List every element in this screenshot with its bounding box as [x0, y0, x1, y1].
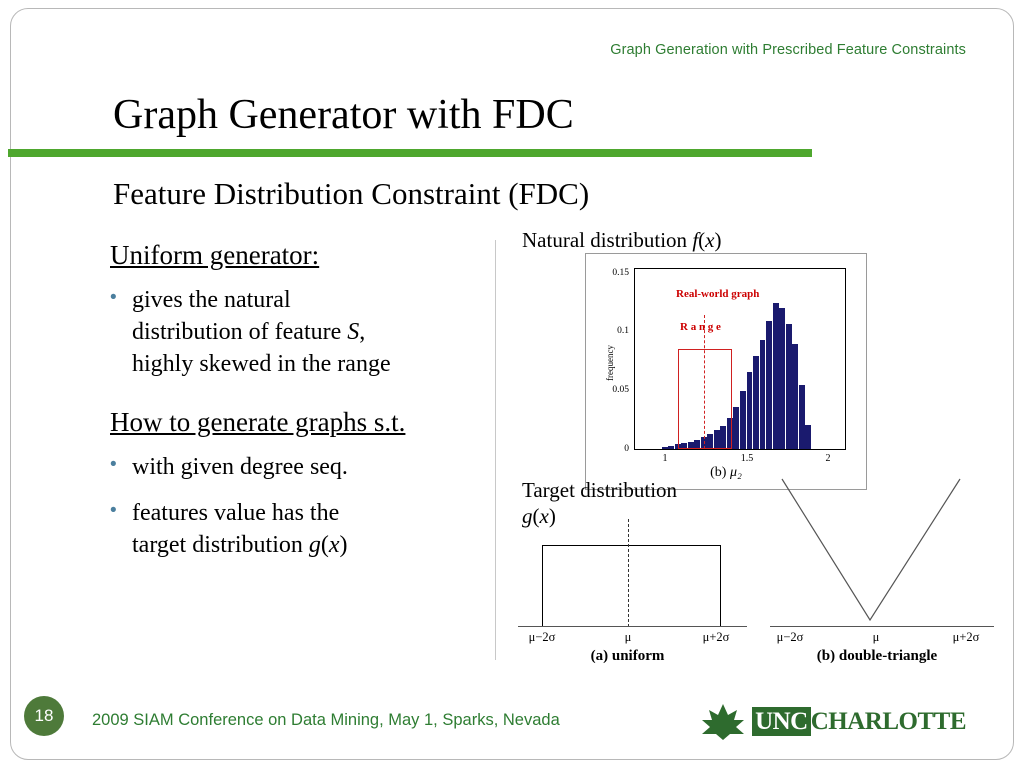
x-tick-0: 1 — [662, 453, 668, 464]
histogram-bar — [799, 385, 805, 449]
bullet-text: with given degree seq. — [132, 453, 348, 480]
bullet-text-line1: features value has the — [132, 499, 340, 526]
bullet-marker: • — [110, 453, 117, 475]
caption-text: Target distribution — [522, 478, 678, 502]
histogram-bar — [792, 344, 798, 449]
natural-distribution-figure — [585, 253, 867, 490]
axis-label-plus-2sigma: μ+2σ — [952, 630, 980, 644]
bullet-text — [132, 498, 348, 562]
histogram-bar — [779, 308, 785, 449]
function-symbol-g: g — [522, 503, 533, 528]
list-item — [110, 452, 500, 484]
uniform-figure-title: (a) uniform — [590, 648, 665, 664]
variable-symbol-x: x — [705, 228, 715, 252]
y-tick-2: 0.1 — [617, 326, 629, 336]
uniform-distribution-figure — [500, 480, 755, 665]
uniform-generator-heading: Uniform generator: — [110, 240, 320, 270]
double-triangle-figure-title: (b) double-triangle — [816, 648, 938, 664]
right-content-column — [522, 228, 992, 253]
histogram-plot-area — [604, 268, 846, 464]
bullet-text-line3: highly skewed in the range — [132, 350, 391, 377]
histogram-bar — [805, 425, 811, 449]
variable-symbol-x: x — [539, 503, 549, 528]
real-world-graph-label: Real-world graph — [676, 288, 760, 300]
logo-text — [752, 708, 966, 736]
paren-close: ) — [339, 531, 348, 558]
paren-close: ) — [548, 503, 556, 528]
uniform-distribution-shape — [542, 545, 721, 627]
paren-close: ) — [714, 228, 722, 252]
bullet-marker: • — [110, 499, 117, 521]
double-triangle-axis-line — [770, 626, 994, 627]
footer-text: 2009 SIAM Conference on Data Mining, May 1, Sparks, Nevada — [92, 711, 560, 729]
page-subtitle: Feature Distribution Constraint (FDC) — [113, 176, 590, 211]
histogram-bar — [668, 446, 674, 449]
uniform-center-dashed-line — [628, 519, 629, 627]
histogram-bar — [753, 356, 759, 449]
column-divider — [495, 240, 496, 660]
histogram-bar — [747, 372, 753, 449]
axis-label-plus-2sigma: μ+2σ — [702, 630, 730, 644]
axis-label-minus-2sigma: μ−2σ — [776, 630, 804, 644]
histogram-bar — [662, 447, 668, 449]
feature-symbol-s: S — [347, 318, 360, 345]
histogram-bar — [786, 324, 792, 449]
histogram-frame-right — [845, 268, 846, 450]
double-triangle-shape — [752, 477, 1002, 627]
range-box-annotation — [678, 349, 732, 449]
y-tick-3: 0.15 — [612, 268, 629, 278]
list-item — [110, 285, 500, 381]
histogram-bar — [773, 303, 779, 449]
bullet-text — [132, 285, 391, 381]
double-triangle-figure — [752, 480, 1002, 665]
subcaption-symbol: μ₂ — [729, 465, 742, 480]
axis-label-mu: μ — [872, 630, 880, 644]
crown-icon — [700, 702, 746, 742]
subcaption-index: (b) — [710, 465, 727, 480]
variable-symbol-x: x — [328, 531, 340, 558]
function-symbol-f: f — [692, 228, 699, 252]
histogram-bar — [740, 391, 746, 449]
y-tick-1: 0.05 — [612, 385, 629, 395]
bullet-text-line2: distribution of feature — [132, 318, 348, 345]
histogram-frame-top — [634, 268, 846, 269]
paren-open: ( — [698, 228, 706, 252]
bullet-marker: • — [110, 287, 117, 308]
title-underline-rule — [8, 149, 812, 157]
uncc-logo — [700, 702, 966, 742]
header-note: Graph Generation with Prescribed Feature Constraints — [610, 42, 966, 58]
histogram-bar — [733, 407, 739, 449]
histogram-bar — [766, 321, 772, 449]
caption-text: Natural distribution — [522, 228, 693, 252]
y-tick-0: 0 — [624, 444, 629, 454]
logo-charlotte: CHARLOTTE — [810, 708, 966, 735]
paren-open: ( — [320, 531, 329, 558]
how-to-generate-heading: How to generate graphs s.t. — [110, 406, 406, 437]
range-annotation-label: R a n g e — [680, 321, 721, 333]
bullet-text-line1: gives the natural — [132, 287, 291, 313]
bullet-text-comma: , — [359, 318, 366, 345]
histogram-bar — [760, 340, 766, 449]
bullet-text-line2: target distribution — [132, 531, 309, 558]
axis-label-minus-2sigma: μ−2σ — [528, 630, 556, 644]
logo-unc: UNC — [752, 707, 811, 736]
histogram-y-axis-label: frequency — [604, 345, 615, 381]
function-symbol-g: g — [308, 531, 321, 558]
axis-label-mu: μ — [624, 630, 632, 644]
left-content-column — [110, 240, 500, 575]
list-item — [110, 498, 500, 562]
x-tick-2: 2 — [825, 453, 831, 464]
page-number-badge: 18 — [24, 696, 64, 736]
page-title: Graph Generator with FDC — [113, 92, 574, 138]
natural-distribution-caption — [522, 228, 992, 253]
range-dashed-line — [704, 315, 705, 449]
x-tick-1: 1.5 — [740, 453, 754, 464]
uniform-axis-line — [518, 626, 747, 627]
paren-open: ( — [532, 503, 540, 528]
